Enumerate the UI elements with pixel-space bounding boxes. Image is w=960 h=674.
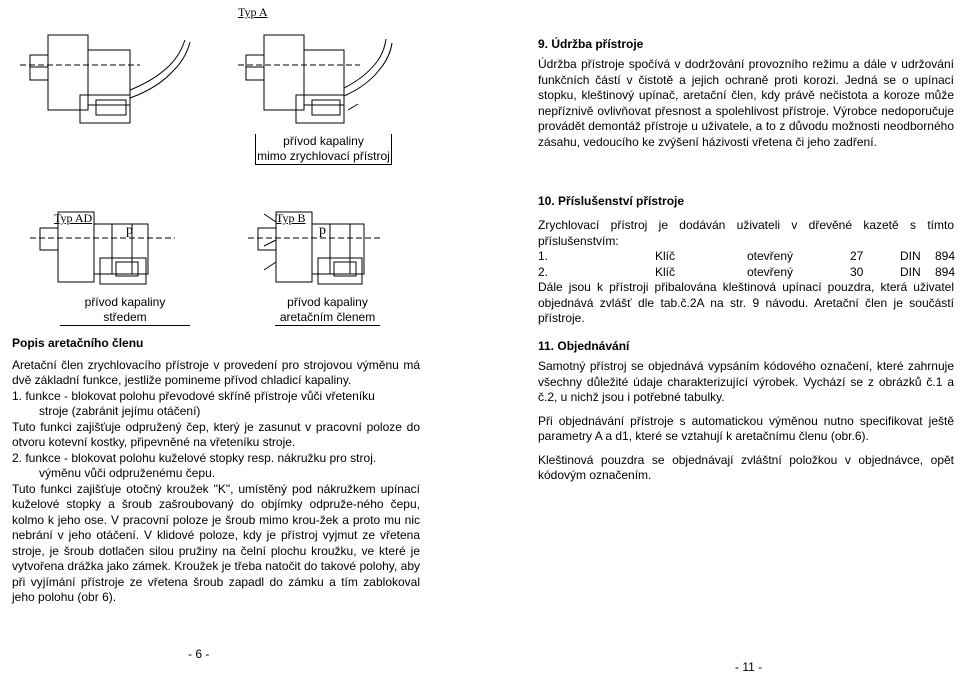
caption-detent: přívod kapaliny aretačním členem — [275, 295, 380, 326]
right-page — [480, 0, 960, 673]
drawing-type-ad — [30, 212, 175, 284]
caption-center: přívod kapaliny středem — [60, 295, 190, 326]
drawing-type-b — [248, 212, 380, 284]
section-9-title: 9. Údržba přístroje — [538, 37, 644, 51]
section-11-title: 11. Objednávání — [538, 339, 630, 353]
section-10-text: Zrychlovací přístroj je dodáván uživateli v dřevěné kazetě s tímto příslušenstvím: 1. Klíč otevřený 27 DIN 894 2. Klíč otevřený 30 DIN 894 Dále jsou k přístroji přibalována kleštinová upínací pouzdra, která uživatel objednává zvlášť dle tab.č.2A na str. 9 návodu. Aretační člen je součástí přístroje. — [538, 218, 956, 325]
left-page — [0, 0, 480, 673]
page-number-left: - 6 - — [188, 647, 210, 661]
drawing-type-a-1 — [20, 35, 190, 123]
drawing-type-a-2 — [238, 35, 392, 123]
accessory-item-2: 2. Klíč otevřený 30 DIN 894 — [538, 264, 956, 279]
accessory-item-1: 1. Klíč otevřený 27 DIN 894 — [538, 249, 956, 263]
label-type-a: Typ A — [238, 5, 268, 19]
label-type-ad: Typ AD — [54, 211, 93, 225]
marker-p-ad: p — [126, 223, 133, 238]
section-10-title: 10. Příslušenství přístroje — [538, 194, 685, 208]
caption-outside: přívod kapaliny mimo zrychlovací přístroj — [255, 134, 392, 165]
section-heading: Popis aretačního členu — [12, 336, 144, 350]
page-number-right: - 11 - — [735, 660, 763, 674]
label-type-b: Typ B — [276, 211, 306, 225]
technical-drawings — [0, 0, 480, 330]
marker-p-b: p — [319, 223, 326, 238]
section-11-text: Samotný přístroj se objednává vypsáním kódového označení, které zahrnuje všechny důležité údaje charakterizující výrobek. Vychází se z obrázků č.1 a č.2, u nichž jsou i potřebné tabulky. Při objednávání přístroje s automatickou výměnou nutno specifikovat ještě parametry A a d1, které se vztahují k aretačnímu členu (obr.6). Kleštinová pouzdra se objednávají zvláštní položkou v objednávce, opět kódovým označením. — [538, 359, 954, 482]
detent-description: Popis aretačního členu Aretační člen zrychlovacího přístroje v provedení pro strojovou výměnu má dvě základní funkce, jestliže pomineme přívod chladicí kapaliny. 1. funkce - blokovat polohu převodové skříně přístroje vůči vřeteníku stroje (zabránit jejímu otáčení) Tuto funkci zajišťuje odpružený čep, který je zasunut v pracovní poloze do otvoru kotevní kostky, připevněné na vřeteníku stroje. 2. funkce - blokovat polohu kuželové stopky resp. nákružku pro stroj. výměnu vůči odpruženému čepu. Tuto funkci zajišťuje otočný kroužek "K", umístěný pod nákružkem upínací kuželové stopky a šroub zašroubovaný do objímky odpruže-ného čepu, kolmo k jeho ose. V pracovní poloze je šroub mimo krou-žek a proto mu nic nebrání v jeho otáčení. V klidové poloze, kdy je přístroj vyjmut ze vřetena stroje, je šroub dotlačen silou pružiny na čelní plochu kroužku, ve které je vytvořena drážka jako zámek. Kroužek je třeba natočit do takové polohy, aby při vyjímání přístroje ze vřetena šroub zapadl do zámku a tím zablokoval jeho polohu (obr 6). — [12, 336, 420, 604]
section-9-text: Údržba přístroje spočívá v dodržování provozního režimu a dále v udržování funkčních částí v čistotě a jejich ochraně proti korozi. Jedná se o upínací stopku, kleštinový upínač, aretační člen, kdy právě nečistota a koroze může nepříznivě ovlivňovat přesnost a spolehlivost přístroje. Výrobce nedoporučuje provádět demontáž přístroje u uživatele, a to z důvodu možnosti neodborného zásahu, vedoucího ke zvýšení házivosti vřetena či jeho zadření. — [538, 57, 954, 149]
